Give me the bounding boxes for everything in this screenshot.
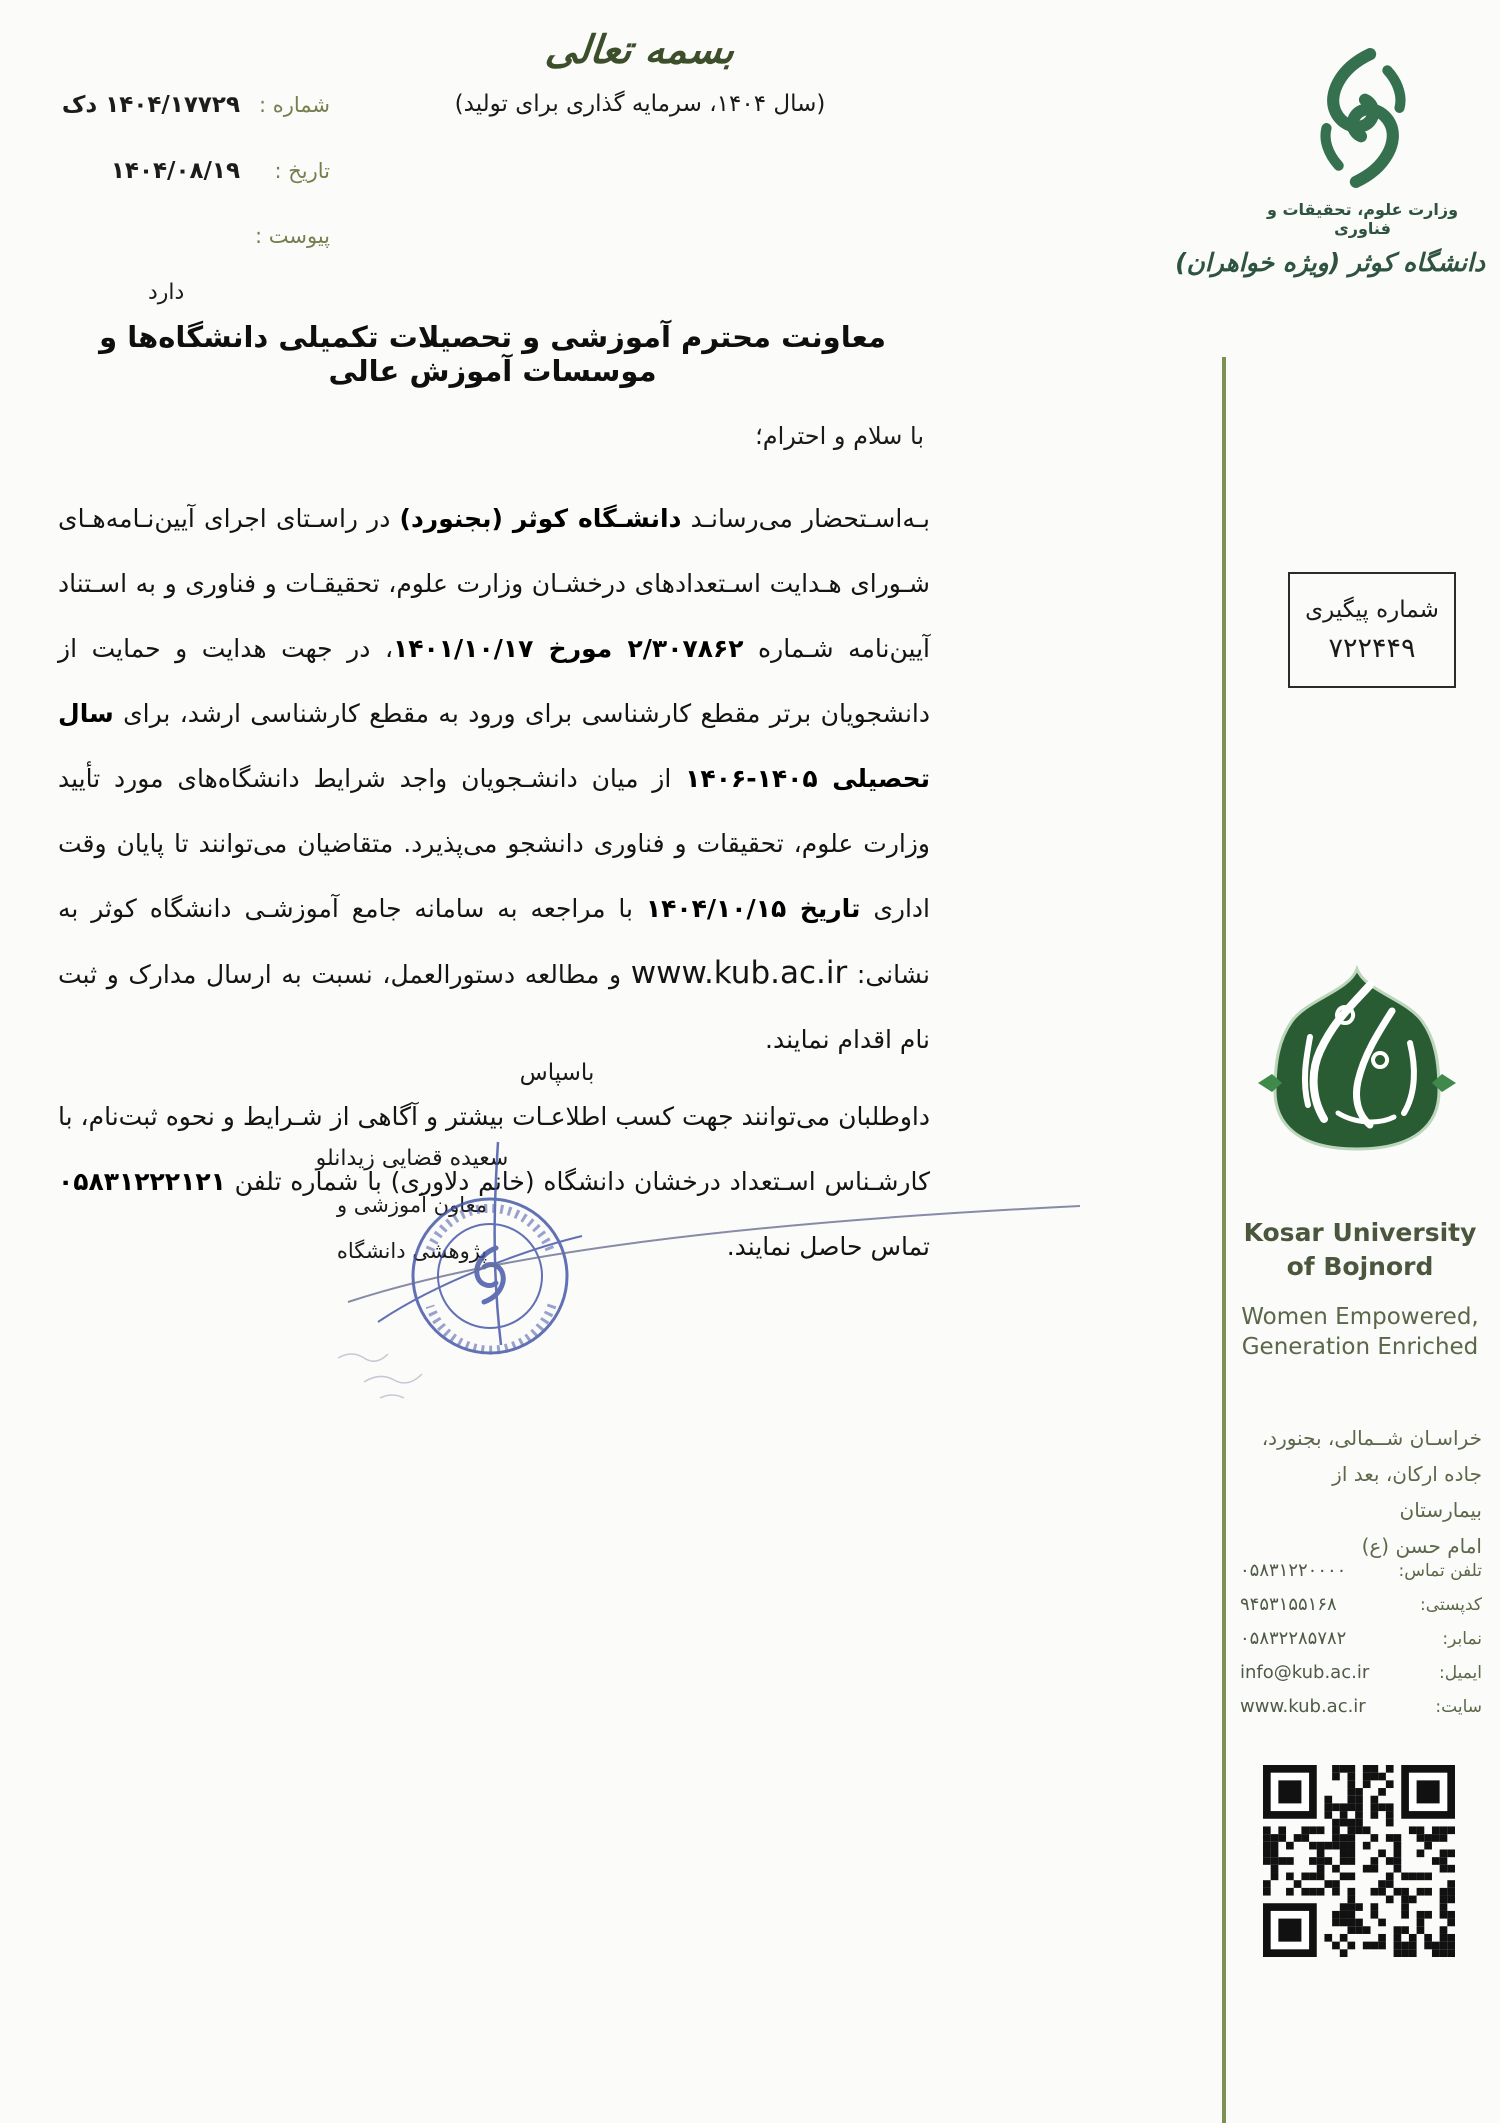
letter-number-label: شماره : xyxy=(258,93,330,117)
contact-row-phone xyxy=(1240,1560,1482,1594)
university-name-en-line1: Kosar University xyxy=(1243,1218,1477,1247)
ministry-logo-icon xyxy=(1307,44,1419,192)
university-website-url: www.kub.ac.ir xyxy=(630,955,848,991)
fax-label: نمابر: xyxy=(1442,1629,1482,1649)
recipient-heading: معاونت محترم آموزشی و تحصیلات تکمیلی دانشگاه‌ها و موسسات آموزش عالی xyxy=(99,320,886,388)
p1-text: و مطالعه دستورالعمل، نسبت به ارسال مدارک و ثبت نام اقدام نمایند. xyxy=(58,960,930,1054)
letter-number-row xyxy=(38,92,330,128)
postal-code-value: ۹۴۵۳۱۵۵۱۶۸ xyxy=(1240,1594,1337,1615)
letter-number-value: ۱۴۰۴/۱۷۷۲۹ دک xyxy=(61,92,240,118)
address-line: خراسـان شــمالی، بجنورد، xyxy=(1261,1426,1482,1450)
p1-text: ، در جهت هدایت و حمایت از دانشجویان برتر مقطع کارشناسی برای ورود به مقطع کارشناسی ارشد، برای xyxy=(58,634,930,728)
paragraph-1 xyxy=(58,486,930,1072)
letter-date-value: ۱۴۰۴/۰۸/۱۹ xyxy=(110,158,240,184)
letter-attachment-value: دارد xyxy=(148,280,185,305)
letterhead-logo-block xyxy=(1175,44,1485,277)
contact-row-website xyxy=(1240,1696,1482,1730)
signer-name: سعیده قضایی زیدانلو xyxy=(315,1146,509,1171)
university-address xyxy=(1250,1420,1482,1564)
contact-row-email xyxy=(1240,1662,1482,1696)
year-slogan: (سال ۱۴۰۴، سرمایه گذاری برای تولید) xyxy=(454,91,826,117)
signer-title: معاون آموزشی و پژوهشی دانشگاه xyxy=(336,1193,488,1263)
motto-line2: Generation Enriched xyxy=(1241,1334,1479,1360)
university-name-en-line2: of Bojnord xyxy=(1286,1252,1434,1281)
ministry-name: وزارت علوم، تحقیقات و فناوری xyxy=(1266,200,1459,238)
p1-university-bold: دانشـگاه کوثر (بجنورد) xyxy=(399,504,682,533)
website-value: www.kub.ac.ir xyxy=(1240,1696,1366,1717)
university-name-en xyxy=(1240,1216,1480,1284)
letter-date-row xyxy=(38,158,330,194)
letterhead-fields xyxy=(38,92,330,305)
address-line: امام حسن (ع) xyxy=(1361,1534,1482,1558)
tracking-number-box xyxy=(1288,572,1456,688)
letter-attachment-row xyxy=(38,224,330,260)
postal-code-label: کدپستی: xyxy=(1420,1595,1482,1615)
university-dome-emblem-icon xyxy=(1250,963,1464,1175)
email-value: info@kub.ac.ir xyxy=(1240,1662,1370,1683)
qr-code xyxy=(1263,1765,1455,1957)
letterhead-center xyxy=(420,28,860,117)
letter-date-label: تاریخ : xyxy=(274,159,330,183)
tracking-number-value: ۷۲۲۴۴۹ xyxy=(1328,632,1416,664)
p1-text: بـه‌اسـتحضار می‌رسانـد xyxy=(681,504,931,533)
p1-academic-year-bold: سال تحصیلی ۱۴۰۵-۱۴۰۶ xyxy=(58,699,930,793)
p2-phone-bold: ۰۵۸۳۱۲۲۲۱۲۱ xyxy=(58,1167,226,1196)
p2-text: داوطلبان می‌توانند جهت کسب اطلاعـات بیشتر و آگاهی از شـرایط و نحوه ثبت‌نام، با کارشـناس اسـتعداد درخشان دانشگاه (خانم دلاوری) با شماره تلفن xyxy=(58,1102,930,1196)
phone-label: تلفن تماس: xyxy=(1398,1561,1482,1581)
university-name-fa: دانشگاه کوثر (ویژه خواهران) xyxy=(1175,248,1485,277)
address-line: جاده ارکان، بعد از بیمارستان xyxy=(1332,1462,1482,1522)
contact-info xyxy=(1240,1560,1482,1730)
letter-attachment-label: پیوست : xyxy=(255,224,330,248)
motto-line1: Women Empowered, xyxy=(1241,1304,1479,1330)
website-label: سایت: xyxy=(1435,1697,1482,1717)
contact-row-fax xyxy=(1240,1628,1482,1662)
p1-deadline-date-bold: تاریخ ۱۴۰۴/۱۰/۱۵ xyxy=(645,894,861,923)
p2-text: تماس حاصل نمایند. xyxy=(726,1232,930,1261)
besmellah-calligraphy: بسمه تعالی xyxy=(543,28,737,73)
fax-value: ۰۵۸۳۲۲۸۵۷۸۲ xyxy=(1240,1628,1347,1649)
university-motto xyxy=(1234,1302,1486,1362)
salutation: با سلام و احترام؛ xyxy=(755,422,924,450)
p1-text: از میان دانشـجویان واجد شرایط دانشگاه‌های مورد تأیید وزارت علوم، تحقیقات و فناوری دانشجو می‌پذیرد. متقاضیان می‌توانند تا پایان وقت اداری xyxy=(58,764,930,923)
p1-text: در راسـتای اجرای آیین‌نـامه‌هـای شـورای هـدایت اسـتعدادهای درخشـان وزارت علوم، تحقیقـات و فناوری و به اسـتناد آیین‌نامه شـماره xyxy=(58,504,930,663)
p1-regulation-number-bold: ۲/۳۰۷۸۶۲ مورخ ۱۴۰۱/۱۰/۱۷ xyxy=(393,634,744,663)
faint-handwriting xyxy=(338,1354,422,1398)
email-label: ایمیل: xyxy=(1438,1663,1482,1683)
p1-text: با مراجعه به سامانه جامع آموزشـی دانشگاه کوثر به نشانی: xyxy=(58,894,930,989)
phone-value: ۰۵۸۳۱۲۲۰۰۰۰ xyxy=(1240,1560,1347,1581)
closing-thanks: باسپاس xyxy=(519,1060,595,1086)
tracking-number-label: شماره پیگیری xyxy=(1305,596,1439,623)
official-stamp xyxy=(320,1130,1100,1430)
contact-row-postal-code xyxy=(1240,1594,1482,1628)
sidebar-divider-line xyxy=(1222,357,1226,2123)
